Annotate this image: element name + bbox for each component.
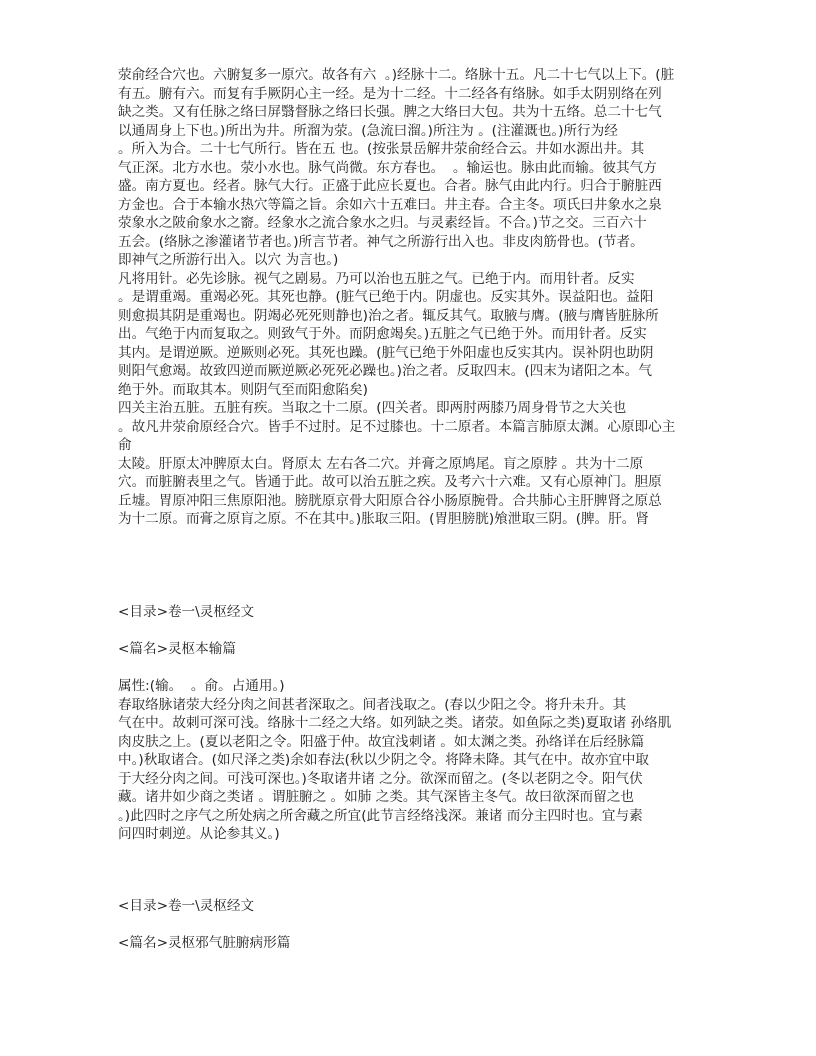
text-line: 属性:(输。 。俞。占通用。) [118, 678, 285, 694]
text-line: 丘墟。胃原冲阳三焦原阳池。膀胱原京骨大阳原合谷小肠原腕骨。合共肺心主肝脾肾之原总 [118, 492, 662, 509]
text-line: 五会。(络脉之渗灌诸节者也。)所言节者。神气之所游行出入也。非皮肉筋骨也。(节者。 [118, 233, 644, 250]
text-block-main [118, 66, 675, 529]
text-line: 问四时刺逆。从论参其义。) [118, 826, 280, 842]
text-line: 凡将用针。必先诊脉。视气之剧易。乃可以治也五脏之气。已绝于内。而用针者。反实 [118, 270, 635, 287]
text-line: 。是谓重竭。重竭必死。其死也静。(脏气已绝于内。阴虚也。反实其外。误益阳也。益阳 [118, 289, 654, 305]
text-line: 俞 [118, 437, 132, 453]
text-line: 荥俞经合穴也。六腑复多一原穴。故各有六 。)经脉十二。络脉十五。凡二十七气以上下。(脏 [118, 67, 675, 83]
catalog-heading: <目录>卷一\灵枢经文 [118, 898, 255, 914]
text-line: 即神气之所游行出入。以穴 为言也。) [118, 252, 339, 268]
chapter-heading: <篇名>灵枢邪气脏腑病形篇 [118, 935, 291, 951]
text-line: 出。气绝于内而复取之。则致气于外。而阴愈竭矣。)五脏之气已绝于外。而用针者。反实 [118, 326, 647, 342]
section-xie-qi [118, 897, 290, 953]
text-line: 气正深。北方水也。荥小水也。脉气尚微。东方春也。 。输运也。脉由此而输。彼其气方 [118, 159, 657, 176]
text-line: 。所入为合。二十七气所行。皆在五 也。(按张景岳解井荥俞经合云。井如水源出井。其 [118, 141, 645, 157]
text-line: 荥象水之陂俞象水之窬。经象水之流合象水之归。与灵素经旨。不合。)节之交。三百六十 [118, 215, 647, 231]
text-line: 肉皮肤之上。(夏以老阳之令。阳盛于仲。故宜浅刺诸 。如太渊之类。孙络详在后经脉篇 [118, 733, 645, 750]
text-line: 为十二原。而膏之原肓之原。不在其中。)胀取三阳。(胃胆膀胱)飧泄取三阴。(脾。肝。肾 [118, 511, 649, 527]
text-line: 中。)秋取诸合。(如尺泽之类)余如春法(秋以少阴之令。将降未降。其气在中。故亦宜中取 [118, 752, 649, 768]
text-line: 春取络脉诸荥大经分肉之间甚者深取之。间者浅取之。(春以少阳之令。将升未升。其 [118, 696, 627, 713]
text-line: 。故凡井荥俞原经合穴。皆手不过肘。足不过膝也。十二原者。本篇言肺原太渊。心原即心主 [118, 418, 676, 435]
text-line: 盛。南方夏也。经者。脉气大行。正盛于此应长夏也。合者。脉气由此内行。归合于腑脏西 [118, 178, 662, 194]
text-line: 缺之类。又有任脉之络曰屏翳督脉之络曰长强。脾之大络曰大包。共为十五络。总二十七气 [118, 104, 662, 120]
catalog-heading: <目录>卷一\灵枢经文 [118, 604, 255, 620]
text-line: 有五。腑有六。而复有手厥阴心主一经。是为十二经。十二经各有络脉。如手太阴别络在列 [118, 85, 662, 102]
text-line: 方金也。合于本输水热穴等篇之旨。余如六十五难曰。井主春。合主冬。项氏曰井象水之泉 [118, 196, 662, 213]
text-line: 则阳气愈竭。故致四逆而厥逆厥必死死必躁也。)治之者。反取四末。(四末为诸阳之本。气 [118, 363, 652, 379]
text-line: 以通周身上下也。)所出为井。所溜为荥。(急流曰溜。)所注为 。(注灌溉也。)所行为经 [118, 122, 618, 139]
text-line: 太陵。肝原太冲脾原太白。肾原太 左右各二穴。并膏之原鸠尾。肓之原脖 。共为十二原 [118, 455, 644, 472]
text-line: 四关主治五脏。五脏有疾。当取之十二原。(四关者。即两肘两膝乃周身骨节之大关也 [118, 400, 627, 416]
text-line: 穴。而脏腑表里之气。皆通于此。故可以治五脏之疾。及考六十六难。又有心原神门。胆原 [118, 474, 662, 490]
text-line: 则愈损其阴是重竭也。阴竭必死死则静也)治之者。辄反其气。取腋与膺。(腋与膺皆脏脉所 [118, 307, 659, 324]
text-line: 气在中。故刺可深可浅。络脉十二经之大络。如列缺之类。诸荥。如鱼际之类)夏取诸 孙络肌 [118, 715, 672, 731]
text-line: 绝于外。而取其本。则阴气至而阳愈陷矣) [118, 381, 368, 398]
text-line: 藏。诸井如少商之类诸 。谓脏腑之 。如肺 之类。其气深皆主冬气。故曰欲深而留之也 [118, 789, 634, 805]
section-ben-shu [118, 603, 671, 844]
chapter-heading: <篇名>灵枢本输篇 [118, 641, 236, 657]
text-line: 其内。是谓逆厥。逆厥则必死。其死也躁。(脏气已绝于外阳虚也反实其内。误补阴也助阴 [118, 344, 654, 361]
text-line: 。)此四时之序气之所处病之所舍藏之所宜(此节言经络浅深。兼诸 而分主四时也。宜与素 [118, 807, 643, 824]
text-line: 于大经分肉之间。可浅可深也。)冬取诸井诸 之分。欲深而留之。(冬以老阴之令。阳气伏 [118, 770, 643, 787]
